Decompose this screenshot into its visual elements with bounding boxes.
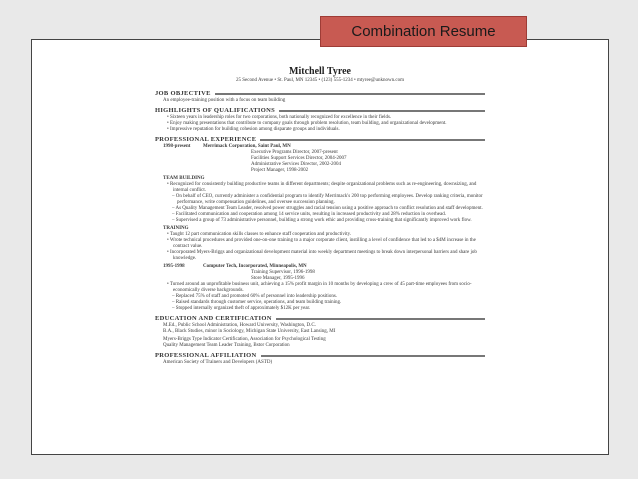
job-company: Merrimack Corporation, Saint Paul, MN bbox=[203, 144, 291, 149]
job-role: Store Manager, 1995-1996 bbox=[251, 276, 305, 281]
education-line: M.Ed., Public School Administration, Howard University, Washington, D.C. bbox=[163, 323, 316, 328]
section-heading: PROFESSIONAL EXPERIENCE bbox=[155, 136, 257, 143]
section-rule bbox=[261, 355, 485, 357]
section-highlights bbox=[155, 107, 485, 115]
job-dates: 1995-1998 bbox=[163, 264, 185, 269]
subheading-team-building: TEAM BUILDING bbox=[163, 176, 205, 181]
section-heading: PROFESSIONAL AFFILIATION bbox=[155, 352, 257, 359]
section-job-objective bbox=[155, 90, 485, 98]
experience-dash: – Supervised a group of 73 administrative personnel, building a strong work ethic and providing cross-training that significantly improved work flow. bbox=[172, 218, 472, 223]
education-line: Quality Management Team Leader Training, Bstor Corporation bbox=[163, 343, 290, 348]
highlight-item: • Sixteen years in leadership roles for two corporations, both nationally recognized for excellence in their fields. bbox=[167, 115, 392, 120]
section-rule bbox=[215, 93, 485, 95]
job-company: Computer Tech, Incorporated, Minneapolis, MN bbox=[203, 264, 307, 269]
section-heading: HIGHLIGHTS OF QUALIFICATIONS bbox=[155, 107, 276, 114]
job-role: Project Manager, 1998-2002 bbox=[251, 168, 309, 173]
experience-bullet: • Taught 12 part communication skills classes to enhance staff cooperation and productivity. bbox=[167, 232, 352, 237]
job-role: Administrative Services Director, 2002-2004 bbox=[251, 162, 342, 167]
job-role: Training Supervisor, 1996-1998 bbox=[251, 270, 315, 275]
experience-bullet: • Wrote technical procedures and provided one-on-one training to a major corporate client, instilling a level of confidence that led to a $4M increase in the contract value. bbox=[167, 238, 476, 249]
resume-contact: 25 Second Avenue • St. Paul, MN 12345 • (123) 555-1234 • mtyree@unknown.com bbox=[236, 78, 404, 83]
highlight-item: • Impressive reputation for building cohesion among disparate groups and individuals. bbox=[167, 127, 340, 132]
resume-name: Mitchell Tyree bbox=[289, 66, 351, 77]
section-heading: JOB OBJECTIVE bbox=[155, 90, 211, 97]
section-rule bbox=[260, 139, 485, 141]
experience-dash: – Raised standards through customer service, operations, and team building training. bbox=[172, 300, 342, 305]
education-line: B.A., Black Studies, minor in Sociology, Michigan State University, East Lansing, MI bbox=[163, 329, 336, 334]
section-experience bbox=[155, 136, 485, 144]
job-role: Facilities Support Services Director, 2004-2007 bbox=[251, 156, 347, 161]
slide-title-tab bbox=[320, 16, 527, 47]
experience-bullet: • Incorporated Myers-Briggs and organizational development material into weekly department meetings to break down interpersonal barriers and share job knowledge. bbox=[167, 250, 477, 261]
objective-text: An employee-training position with a focus on team building bbox=[163, 98, 286, 103]
experience-dash: – Facilitated communication and cooperation among 14 service units, resulting in increased productivity and 28% reduction in overhead. bbox=[172, 212, 446, 217]
job-role: Executive Programs Director, 2007-present bbox=[251, 150, 338, 155]
section-affiliation bbox=[155, 352, 485, 360]
section-rule bbox=[276, 318, 485, 320]
experience-dash: – As Quality Management Team Leader, resolved power struggles and racial tension using a positive approach to conflict resolution and staff development. bbox=[172, 206, 483, 211]
job-dates: 1998-present bbox=[163, 144, 191, 149]
experience-dash: – On behalf of CEO, currently administer a confidential program to identify Merrimack's 200 top performing employees. Develop ranking criteria, monitor performance, write compensation guidelines, and oversee succession planning. bbox=[172, 194, 483, 205]
subheading-training: TRAINING bbox=[163, 226, 189, 231]
affiliation-text: American Society of Trainers and Developers (ASTD) bbox=[163, 360, 273, 365]
resume-document bbox=[155, 66, 485, 366]
section-rule bbox=[279, 110, 485, 112]
slide-title: Combination Resume bbox=[351, 23, 496, 40]
experience-bullet: • Turned around an unprofitable business unit, achieving a 15% profit margin in 10 months by developing a crew of 45 part-time employees from socio-economically diverse backgrounds. bbox=[167, 282, 472, 293]
highlight-item: • Enjoy making presentations that contribute to company goals through problem resolution, team building, and organizational development. bbox=[167, 121, 447, 126]
experience-dash: – Replaced 75% of staff and promoted 60% of personnel into leadership positions. bbox=[172, 294, 338, 299]
section-heading: EDUCATION AND CERTIFICATION bbox=[155, 315, 272, 322]
experience-dash: – Stopped internally organized theft of approximately $12K per year. bbox=[172, 306, 311, 311]
section-education bbox=[155, 315, 485, 323]
experience-bullet: • Recognized for consistently building productive teams in different departments; despite organizational problems such as re-engineering, downsizing, and internal conflict. bbox=[167, 182, 477, 193]
education-line: Myers-Briggs Type Indicator Certification, Association for Psychological Testing bbox=[163, 337, 326, 342]
